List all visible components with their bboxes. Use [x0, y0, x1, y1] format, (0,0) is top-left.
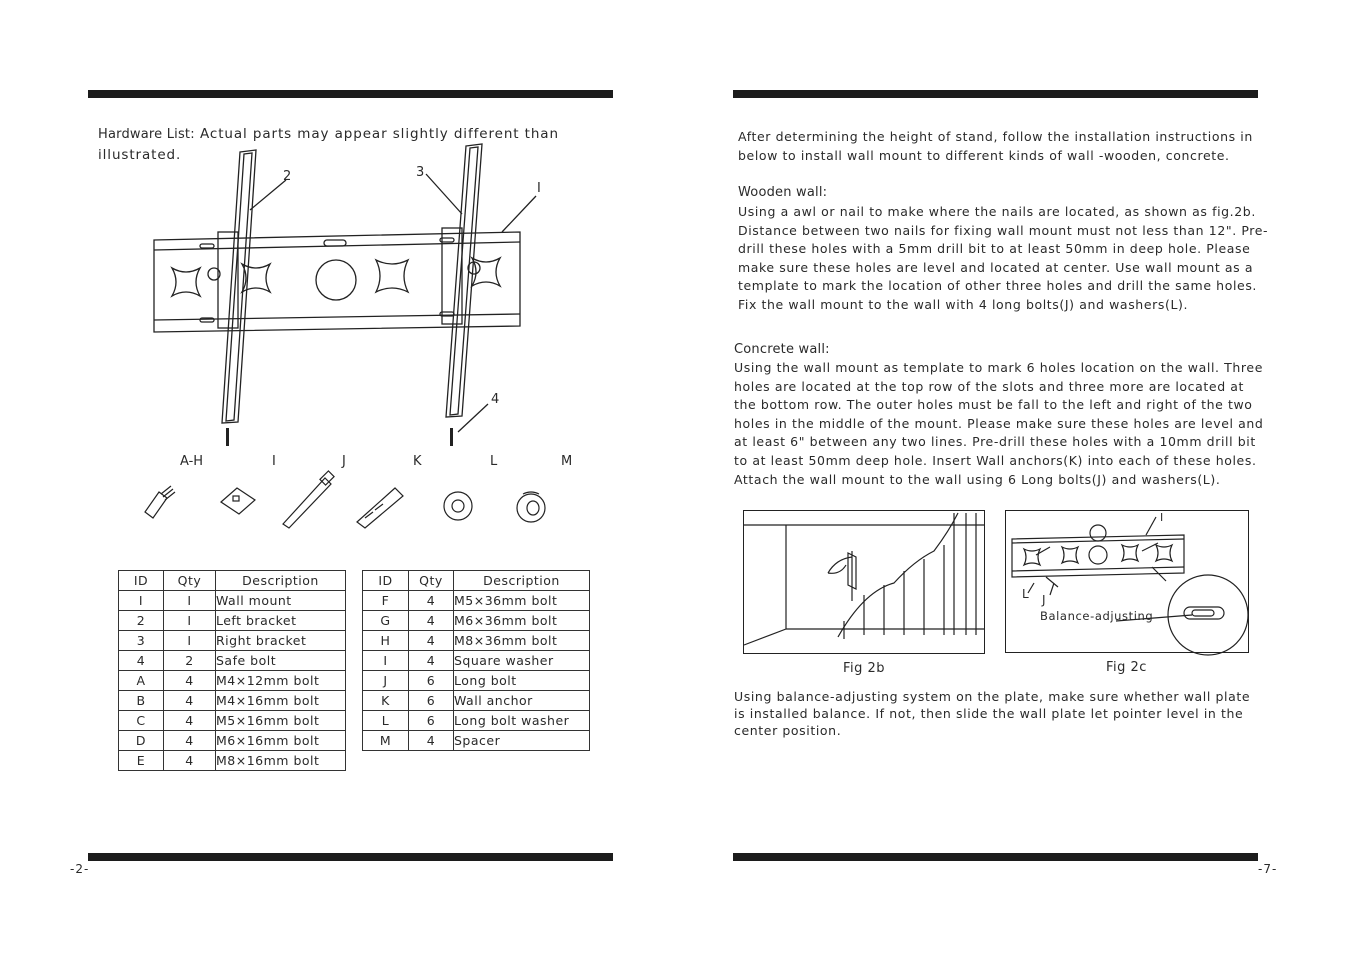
cell-description: M5×16mm bolt [216, 711, 346, 731]
hardware-table-2 [362, 570, 590, 751]
cell-qty: I [164, 611, 216, 631]
cell-id: B [119, 691, 164, 711]
cell-id: C [119, 711, 164, 731]
cell-description: Long bolt [454, 671, 590, 691]
intro-paragraph: After determining the height of stand, follow the installation instructions in below to install wall mount to different kinds of wall -wooden, concrete. [738, 129, 1253, 163]
fig-2c-label-top: I [1160, 511, 1164, 524]
cell-qty: 4 [409, 731, 454, 751]
bottom-rule-right [733, 853, 1258, 861]
part-label-j: J [342, 454, 346, 469]
part-label-i: I [272, 454, 276, 469]
table-row [119, 671, 346, 691]
cell-description: Safe bolt [216, 651, 346, 671]
cell-id: K [363, 691, 409, 711]
cell-description: Wall anchor [454, 691, 590, 711]
table-row [119, 651, 346, 671]
cell-id: I [119, 591, 164, 611]
concrete-wall-text: Using the wall mount as template to mark 6 holes location on the wall. Three holes are located at the top row of the slots and three more are located at the bottom row. The outer holes must be fall to the left and right of the two holes in the middle of the mount. Please make sure these holes are level and at least 6" between any two lines. Pre-drill these holes with a 10mm drill bit to at least 50mm deep hole. Insert Wall anchors(K) into each of these holes. Attach the wall mount to the wall using 6 Long bolts(J) and washers(L). [734, 360, 1264, 487]
table-row [119, 731, 346, 751]
cell-id: G [363, 611, 409, 631]
cell-description: M4×16mm bolt [216, 691, 346, 711]
top-rule-right [733, 90, 1258, 98]
top-rule-left [88, 90, 613, 98]
wall-mount-illustration [140, 140, 540, 450]
fig-2c-label-j: J [1042, 593, 1046, 607]
table-row [119, 751, 346, 771]
balance-adjusting-drawing [1006, 511, 1248, 652]
cell-id: M [363, 731, 409, 751]
callout-3: 3 [416, 165, 425, 180]
parts-illustration [135, 472, 555, 532]
cell-description: M8×16mm bolt [216, 751, 346, 771]
table-row [363, 651, 590, 671]
cell-id: L [363, 711, 409, 731]
table-row [363, 731, 590, 751]
hardware-note: Actual parts may appear slightly different than illustrated. [98, 126, 559, 163]
cell-description: Long bolt washer [454, 711, 590, 731]
balance-text: Using balance-adjusting system on the plate, make sure whether wall plate is installed balance. If not, then slide the wall plate let pointer level in the center position. [734, 689, 1251, 738]
cell-description: M4×12mm bolt [216, 671, 346, 691]
wooden-wall-text: Using a awl or nail to make where the nails are located, as shown as fig.2b. Distance between two nails for fixing wall mount must not less than 12". Pre-drill these holes with a 5mm drill bit to at least 50mm in deep hole. Please make sure these holes are level and located at center. Use wall mount as a template to mark the location of other three holes and drill the same holes. Fix the wall mount to the wall with 4 long bolts(J) and washers(L). [738, 204, 1269, 312]
cell-id: I [363, 651, 409, 671]
cell-qty: 4 [164, 671, 216, 691]
cell-qty: 6 [409, 711, 454, 731]
col-header-qty: Qty [164, 571, 216, 591]
table-header-row [119, 571, 346, 591]
cell-qty: 6 [409, 671, 454, 691]
wooden-wall-heading: Wooden wall: [738, 185, 828, 200]
cell-id: F [363, 591, 409, 611]
cell-id: 3 [119, 631, 164, 651]
part-label-l: L [490, 454, 498, 469]
hardware-table-1 [118, 570, 346, 771]
part-label-a-h: A-H [180, 454, 204, 469]
cell-id: A [119, 671, 164, 691]
cell-id: H [363, 631, 409, 651]
figure-2b [743, 510, 985, 654]
fig-2b-caption: Fig 2b [843, 661, 886, 676]
cell-description: M6×16mm bolt [216, 731, 346, 751]
page-number-left: -2- [70, 862, 90, 876]
col-header-id: ID [119, 571, 164, 591]
fig-2c-caption: Fig 2c [1106, 660, 1147, 675]
cell-description: M8×36mm bolt [454, 631, 590, 651]
cell-description: M5×36mm bolt [454, 591, 590, 611]
table-row [119, 591, 346, 611]
cell-qty: 4 [409, 591, 454, 611]
cell-qty: 2 [164, 651, 216, 671]
cell-id: J [363, 671, 409, 691]
table-row [363, 691, 590, 711]
cell-description: Square washer [454, 651, 590, 671]
concrete-wall-heading: Concrete wall: [734, 342, 830, 357]
bottom-rule-left [88, 853, 613, 861]
cell-qty: 4 [409, 631, 454, 651]
part-label-k: K [413, 454, 422, 469]
col-header-qty: Qty [409, 571, 454, 591]
col-header-description: Description [216, 571, 346, 591]
callout-1: I [537, 181, 541, 196]
page-number-right: -7- [1258, 862, 1278, 876]
cell-qty: 4 [409, 651, 454, 671]
cell-qty: 4 [164, 691, 216, 711]
cell-description: Wall mount [216, 591, 346, 611]
cell-description: M6×36mm bolt [454, 611, 590, 631]
fig-2c-label-balance: Balance-adjusting [1040, 609, 1154, 623]
table-row [119, 611, 346, 631]
cell-id: D [119, 731, 164, 751]
cell-qty: 6 [409, 691, 454, 711]
table-row [363, 711, 590, 731]
cell-qty: I [164, 591, 216, 611]
col-header-description: Description [454, 571, 590, 591]
figure-2c [1005, 510, 1249, 653]
cell-qty: 4 [164, 751, 216, 771]
fig-2c-label-l: L [1022, 587, 1029, 601]
cell-qty: I [164, 631, 216, 651]
cell-id: 2 [119, 611, 164, 631]
col-header-id: ID [363, 571, 409, 591]
hardware-label: Hardware List: [98, 127, 195, 142]
table-row [363, 611, 590, 631]
table-row [119, 631, 346, 651]
cell-qty: 4 [164, 711, 216, 731]
table-row [363, 631, 590, 651]
table-row [119, 711, 346, 731]
callout-2: 2 [283, 169, 292, 184]
table-row [363, 591, 590, 611]
table-row [363, 671, 590, 691]
cell-description: Right bracket [216, 631, 346, 651]
cell-id: 4 [119, 651, 164, 671]
table-row [119, 691, 346, 711]
callout-4: 4 [491, 392, 500, 407]
wooden-wall-drawing [744, 511, 984, 653]
cell-qty: 4 [164, 731, 216, 751]
cell-id: E [119, 751, 164, 771]
cell-description: Spacer [454, 731, 590, 751]
cell-description: Left bracket [216, 611, 346, 631]
cell-qty: 4 [409, 611, 454, 631]
part-label-m: M [561, 454, 573, 469]
table-header-row [363, 571, 590, 591]
